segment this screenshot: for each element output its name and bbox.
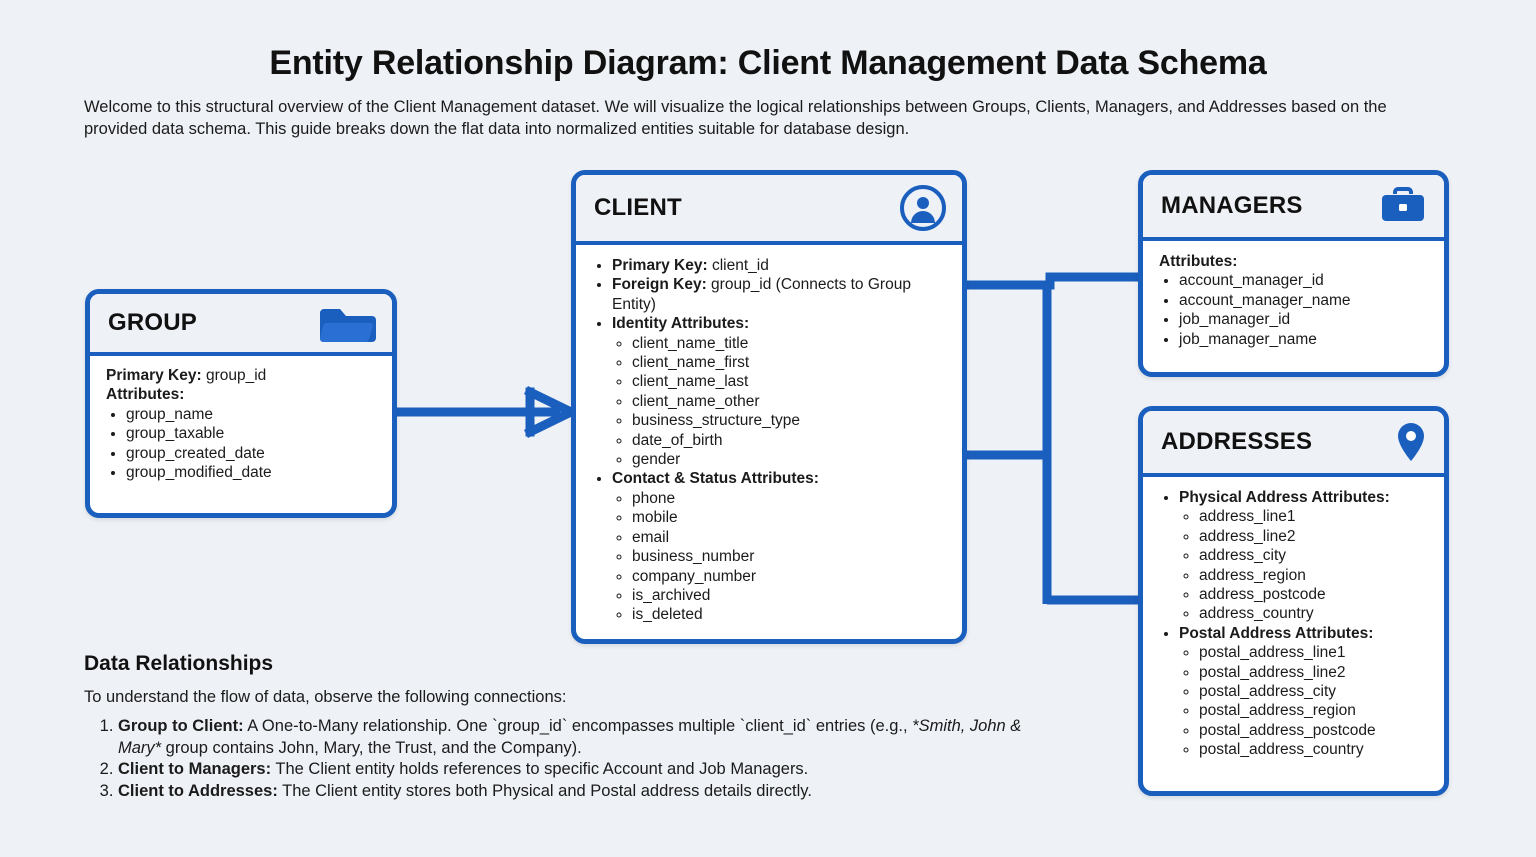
group-attributes-label: Attributes: [106,386,185,404]
list-item: ◦ address_city [1199,546,1430,565]
entity-header-client [576,175,962,245]
list-item: • group_name [126,405,378,424]
folder-icon [316,301,376,345]
entity-card-managers[interactable] [1138,170,1449,377]
entity-header-group [90,294,392,356]
addresses-attribute-list [1159,488,1430,760]
list-item: ◦ address_region [1199,566,1430,585]
managers-attributes-label: Attributes: [1159,253,1238,270]
list-item: ◦ business_number [632,547,948,566]
entity-card-group[interactable] [85,289,397,518]
group-primary-key-line [106,366,378,385]
relationships-heading: Data Relationships [84,652,274,675]
list-item: ◦ phone [632,489,948,508]
list-item: ◦ email [632,528,948,547]
client-primary-key: • Primary Key: client_id [612,256,948,275]
entity-header-addresses [1143,411,1444,477]
managers-attribute-list [1159,271,1430,349]
entity-title-group: GROUP [108,309,198,336]
entity-title-addresses: ADDRESSES [1161,428,1313,455]
list-item: ◦ postal_address_postcode [1199,721,1430,740]
group-attribute-list [106,405,378,483]
entity-title-client: CLIENT [594,194,682,221]
client-identity-list [612,334,948,470]
list-item: ◦ postal_address_line2 [1199,663,1430,682]
group-primary-key-label: Primary Key: [106,367,202,384]
client-foreign-key: • Foreign Key: group_id (Connects to Group Entity) [612,275,948,314]
addresses-physical-group: • Physical Address Attributes: ◦ address_line1 ◦ address_line2 ◦ address_city ◦ address_region ◦ address_postcode ◦ address_country [1179,488,1430,624]
group-primary-key-value: group_id [205,367,267,384]
list-item: 1. Group to Client: A One-to-Many relationship. One `group_id` encompasses multiple `client_id` entries (e.g., *Smith, John & Mary* group contains John, Mary, the Trust, and the Company). [118,716,1038,759]
entity-title-managers: MANAGERS [1161,192,1303,219]
list-item: ◦ address_postcode [1199,585,1430,604]
list-item: ◦ address_line2 [1199,527,1430,546]
list-item: ◦ is_archived [632,586,948,605]
addresses-postal-group: • Postal Address Attributes: ◦ postal_address_line1 ◦ postal_address_line2 ◦ postal_address_city ◦ postal_address_region ◦ postal_address_postcode ◦ postal_address_country [1179,624,1430,760]
list-item: ◦ postal_address_line1 [1199,643,1430,662]
list-item: ◦ client_name_other [632,392,948,411]
list-item: ◦ gender [632,450,948,469]
list-item: • job_manager_name [1179,330,1430,349]
entity-body-group [90,356,392,494]
list-item: ◦ client_name_last [632,372,948,391]
list-item: ◦ postal_address_city [1199,682,1430,701]
entity-body-managers [1143,241,1444,361]
entity-card-addresses[interactable] [1138,406,1449,796]
intro-paragraph: Welcome to this structural overview of the Client Management dataset. We will visualize the logical relationships between Groups, Clients, Managers, and Addresses based on the provided data schema. This guide breaks down the flat data into normalized entities suitable for database design. [84,98,1387,138]
list-item: ◦ address_line1 [1199,507,1430,526]
client-contact-list [612,489,948,625]
page-title: Entity Relationship Diagram: Client Management Data Schema [269,44,1267,82]
entity-body-client [576,245,962,637]
list-item: ◦ company_number [632,567,948,586]
list-item: ◦ business_structure_type [632,411,948,430]
list-item: • group_taxable [126,424,378,443]
list-item: ◦ date_of_birth [632,431,948,450]
list-item: ◦ address_country [1199,604,1430,623]
user-circle-icon [900,185,946,231]
addresses-postal-list [1179,643,1430,759]
list-item: • group_modified_date [126,463,378,482]
location-pin-icon [1394,420,1428,464]
list-item: ◦ is_deleted [632,605,948,624]
relationships-subheading: To understand the flow of data, observe the following connections: [84,688,567,706]
list-item: ◦ client_name_first [632,353,948,372]
client-identity-group: • Identity Attributes: ◦ client_name_title ◦ client_name_first ◦ client_name_last ◦ client_name_other ◦ business_structure_type ◦ date_of_birth ◦ gender [612,314,948,469]
entity-card-client[interactable] [571,170,967,644]
entity-header-managers [1143,175,1444,241]
briefcase-icon [1378,184,1428,228]
list-item: ◦ postal_address_region [1199,701,1430,720]
list-item: • account_manager_id [1179,271,1430,290]
list-item: 2. Client to Managers: The Client entity holds references to specific Account and Job Managers. [118,759,1038,781]
list-item: ◦ client_name_title [632,334,948,353]
list-item: ◦ mobile [632,508,948,527]
list-item: • account_manager_name [1179,291,1430,310]
client-attribute-list [592,256,948,625]
addresses-physical-list [1179,507,1430,623]
entity-body-addresses [1143,477,1444,772]
client-contact-group: • Contact & Status Attributes: ◦ phone ◦ mobile ◦ email ◦ business_number ◦ company_number ◦ is_archived ◦ is_deleted [612,469,948,624]
list-item: ◦ postal_address_country [1199,740,1430,759]
relationships-list [84,716,1038,802]
list-item: 3. Client to Addresses: The Client entity stores both Physical and Postal address details directly. [118,781,1038,803]
list-item: • group_created_date [126,444,378,463]
list-item: • job_manager_id [1179,310,1430,329]
